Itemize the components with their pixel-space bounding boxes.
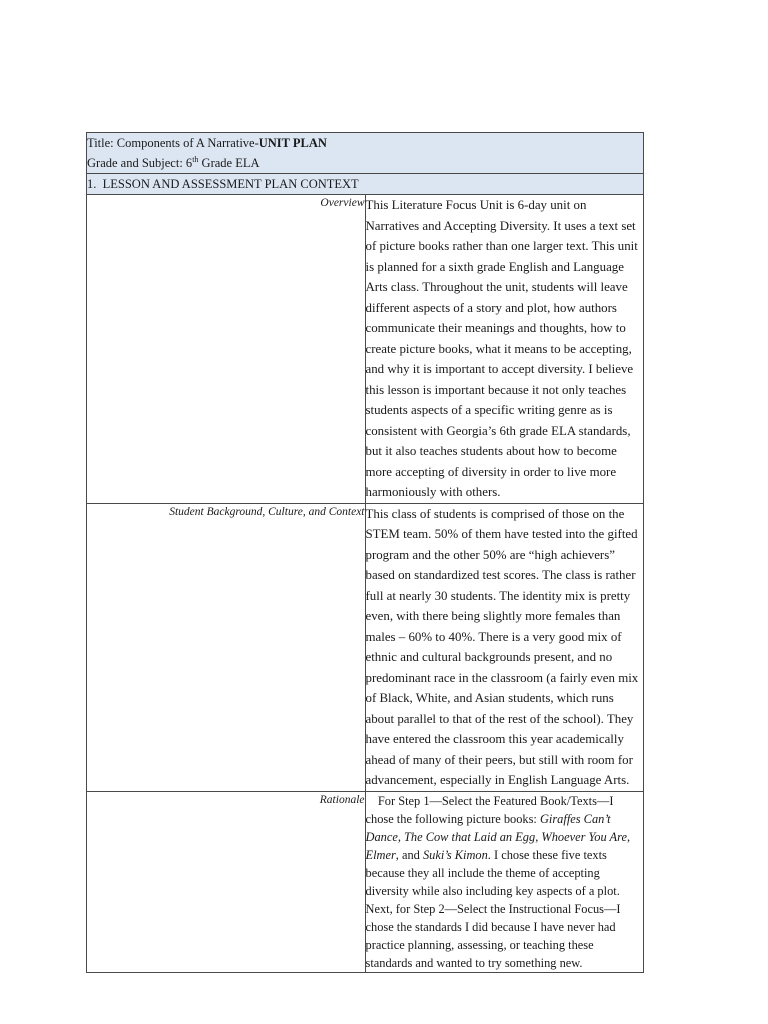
grade-prefix: Grade and Subject: 6 [87, 156, 193, 170]
title-bold: UNIT PLAN [258, 136, 327, 150]
rationale-label: Rationale [87, 791, 366, 972]
title-cell [87, 133, 644, 174]
book-title-3: Elmer [365, 847, 396, 862]
rationale-text [365, 791, 644, 972]
separator: , [626, 829, 631, 844]
background-row [87, 503, 644, 791]
section-title: LESSON AND ASSESSMENT PLAN CONTEXT [102, 177, 359, 191]
section-heading [87, 174, 644, 195]
overview-label: Overview [87, 195, 366, 504]
rationale-intro: For Step 1—Select the Featured Book/Texts—I chose the following picture books: [365, 793, 614, 826]
overview-row [87, 195, 644, 504]
unit-plan-table [86, 132, 644, 973]
rationale-row [87, 791, 644, 972]
book-title-2: Whoever You Are [541, 829, 627, 844]
background-text: This class of students is comprised of those on the STEM team. 50% of them have tested into the gifted program and the other 50% are “high achievers” based on standardized test scores. The class is rather full at nearly 30 students. The identity mix is pretty even, with there being slightly more females than males – 60% to 40%. There is a very good mix of ethnic and cultural backgrounds present, and no predominant race in the classroom (a fairly even mix of Black, White, and Asian students, which runs about parallel to that of the rest of the school). They have entered the classroom this year academically ahead of many of their peers, but still with room for advancement, especially in English Language Arts. [365, 503, 644, 791]
grade-suffix: Grade ELA [198, 156, 260, 170]
background-label: Student Background, Culture, and Context [87, 503, 366, 791]
overview-text: This Literature Focus Unit is 6-day unit on Narratives and Accepting Diversity. It uses a text set of picture books rather than one larger text. This unit is planned for a sixth grade English and Language Arts class. Throughout the unit, students will leave different aspects of a story and plot, how authors communicate their meanings and thoughts, how to create picture books, what it means to be accepting, and why it is important to accept diversity. I believe this lesson is important because it not only teaches students aspects of a specific writing genre as is consistent with Georgia’s 6th grade ELA standards, but it also teaches students about how to become more accepting of diversity in order to live more harmoniously with others. [365, 195, 644, 504]
rationale-rest: . I chose these five texts because they all include the theme of accepting diversity while also including key aspects of a plot. Next, for Step 2—Select the Instructional Focus—I chose the standards I did because I have never had practice planning, assessing, or teaching these standards and wanted to try something new. [365, 847, 621, 970]
title-prefix: Title: Components of A Narrative- [87, 136, 259, 150]
grade-subject [87, 153, 643, 173]
header-row [87, 133, 644, 174]
book-title-4: Suki’s Kimon [422, 847, 488, 862]
separator: , [535, 829, 542, 844]
section-number: 1. [87, 177, 97, 191]
unit-title [87, 133, 643, 153]
section-row [87, 174, 644, 195]
grade-sup: th [192, 154, 199, 164]
book-title-1: Giraffes Can’t Dance, The Cow that Laid an Egg [365, 811, 611, 844]
separator: , and [395, 847, 423, 862]
